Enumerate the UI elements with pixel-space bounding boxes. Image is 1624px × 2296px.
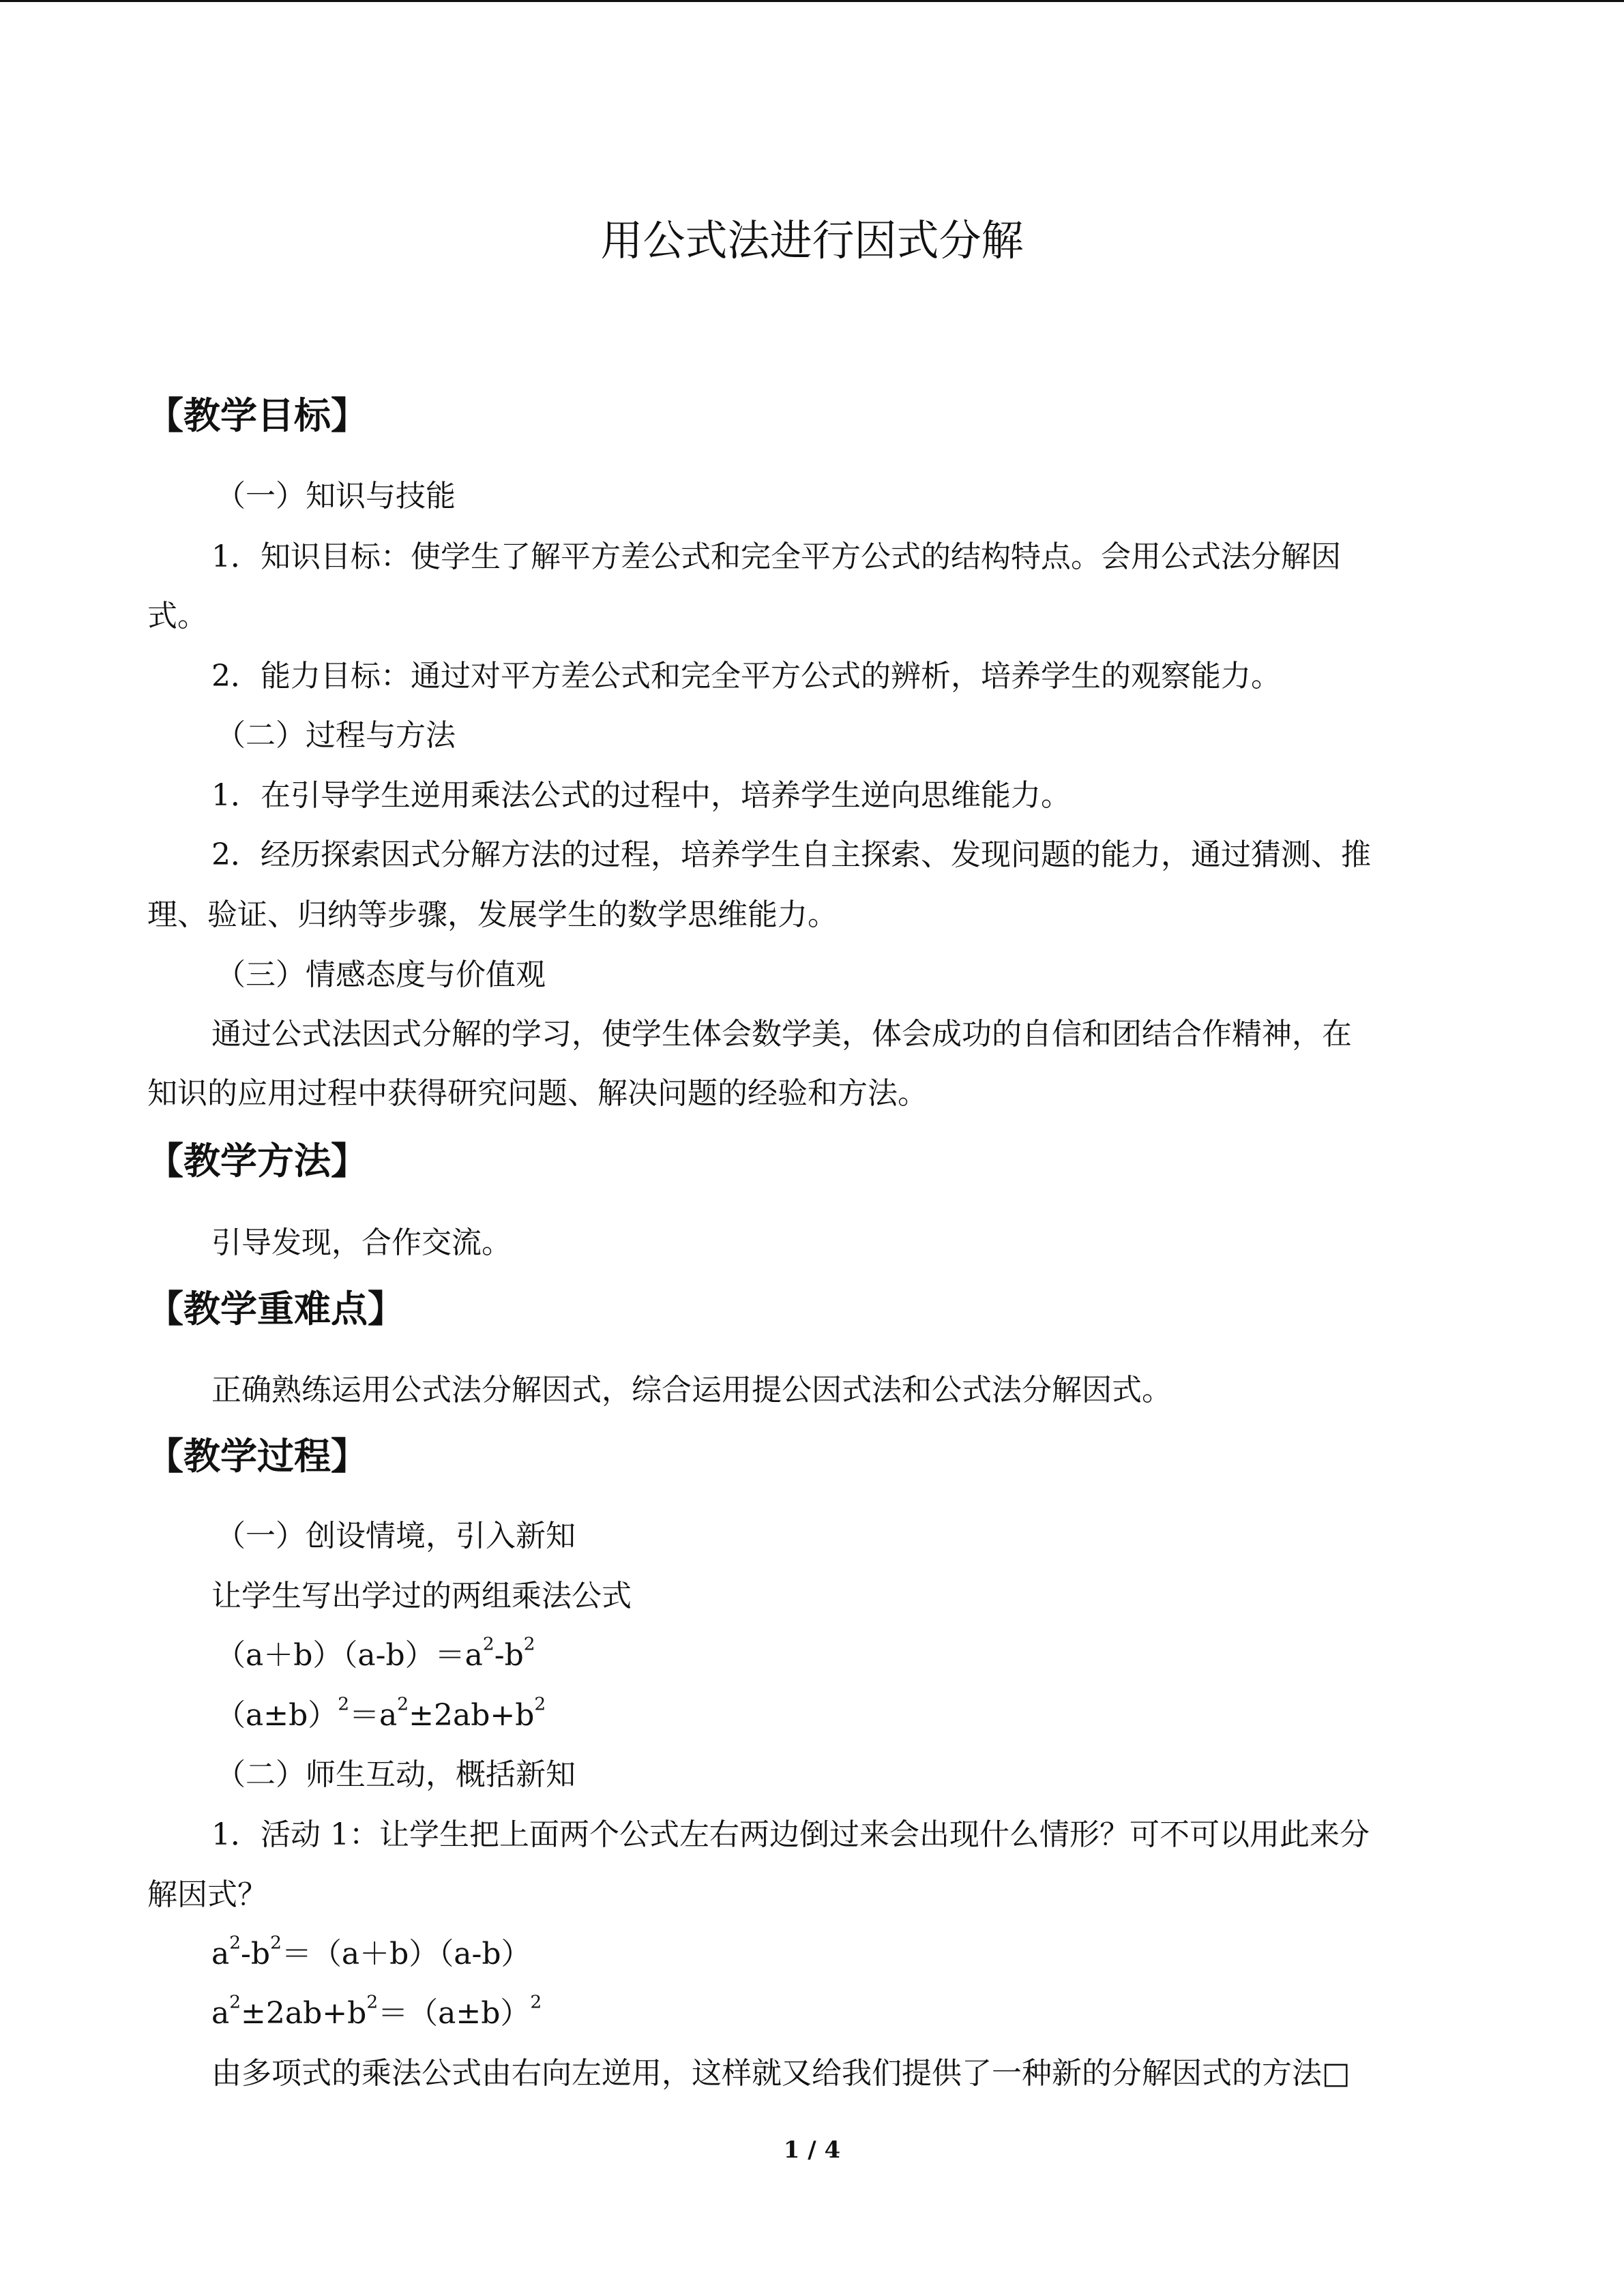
formula-difference-of-squares: $(a+b)(a-b)=a^2-b^2$ bbox=[216, 1633, 535, 1673]
section-heading-process: 【教学过程】 bbox=[147, 1435, 368, 1478]
goals-subheading-values: （三）情感态度与价值观 bbox=[216, 957, 546, 992]
process-intro-text: 让学生写出学过的两组乘法公式 bbox=[211, 1579, 632, 1613]
formula-perfect-square: $(a\pm b)^2=a^2\pm 2ab+b^2$ bbox=[216, 1693, 546, 1733]
goals-process-item-2: 2．经历探索因式分解方法的过程，培养学生自主探索、发现问题的能力，通过猜测、推 bbox=[211, 837, 1371, 872]
method-text: 引导发现，合作交流。 bbox=[211, 1225, 512, 1260]
goals-knowledge-item-2: 2．能力目标：通过对平方差公式和完全平方公式的辨析，培养学生的观察能力。 bbox=[211, 659, 1281, 694]
section-heading-difficulty: 【教学重难点】 bbox=[147, 1287, 404, 1330]
document-title: 用公式法进行因式分解 bbox=[600, 215, 1024, 265]
goals-subheading-knowledge: （一）知识与技能 bbox=[216, 479, 456, 513]
process-subheading-interaction: （二）师生互动，概括新知 bbox=[216, 1757, 576, 1792]
goals-subheading-process: （二）过程与方法 bbox=[216, 718, 456, 753]
goals-values-text-cont: 知识的应用过程中获得研究问题、解决问题的经验和方法。 bbox=[147, 1076, 928, 1111]
goals-values-text: 通过公式法因式分解的学习，使学生体会数学美，体会成功的自信和团结合作精神，在 bbox=[211, 1017, 1352, 1052]
difficulty-text: 正确熟练运用公式法分解因式，综合运用提公因式法和公式法分解因式。 bbox=[211, 1373, 1172, 1407]
process-activity-1-cont: 解因式？ bbox=[147, 1877, 267, 1912]
section-heading-goals: 【教学目标】 bbox=[147, 394, 368, 437]
page-number: 1 / 4 bbox=[783, 2136, 841, 2164]
formula-perfect-square-reversed: $a^2\pm 2ab+b^2=(a\pm b)^2$ bbox=[211, 1991, 542, 2031]
goals-process-item-2-cont: 理、验证、归纳等步骤，发展学生的数学思维能力。 bbox=[147, 897, 838, 932]
process-activity-1: 1．活动 1：让学生把上面两个公式左右两边倒过来会出现什么情形？可不可以用此来分 bbox=[211, 1817, 1370, 1852]
process-subheading-intro: （一）创设情境，引入新知 bbox=[216, 1519, 576, 1553]
section-heading-method: 【教学方法】 bbox=[147, 1139, 368, 1182]
formula-difference-of-squares-reversed: $a^2-b^2=(a+b)(a-b)$ bbox=[211, 1932, 531, 1971]
process-conclusion: 由多项式的乘法公式由右向左逆用，这样就又给我们提供了一种新的分解因式的方法□ bbox=[211, 2056, 1350, 2091]
goals-knowledge-item-1-cont: 式。 bbox=[147, 599, 207, 633]
goals-knowledge-item-1: 1．知识目标：使学生了解平方差公式和完全平方公式的结构特点。会用公式法分解因 bbox=[211, 539, 1341, 574]
goals-process-item-1: 1．在引导学生逆用乘法公式的过程中，培养学生逆向思维能力。 bbox=[211, 778, 1071, 813]
